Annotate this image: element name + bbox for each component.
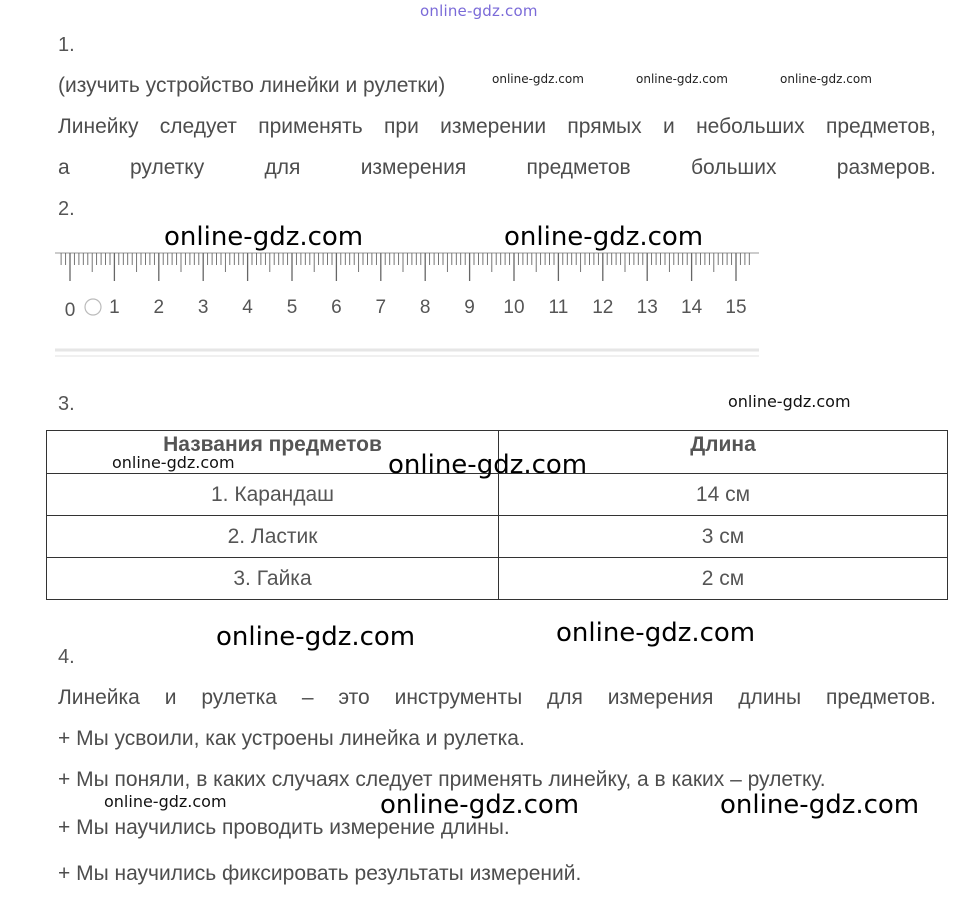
table-row [47,516,948,558]
watermark: online-gdz.com [112,453,235,472]
task1-line2: а рулетку для измерения предметов больших размеров. [58,156,936,179]
task4-item-2: + Мы поняли, в каких случаях следует применять линейку, а в каких – рулетку. [58,768,826,791]
ruler-label: 12 [592,297,614,318]
task3-number: 3. [58,393,75,415]
ruler-label: 10 [503,297,525,318]
column-header-length: Длина [499,431,948,474]
table-cell-item: 3. Гайка [47,558,499,600]
ruler-hole-icon [85,299,101,315]
task1-number: 1. [58,34,75,56]
watermark: online-gdz.com [504,222,704,252]
watermark: online-gdz.com [780,72,872,86]
table-cell-length: 3 см [499,516,948,558]
ruler-ticks [55,253,759,281]
watermark: online-gdz.com [216,622,416,652]
task4-item-4: + Мы научились фиксировать результаты измерений. [58,862,582,885]
ruler-labels [65,297,747,321]
column-header-items: Названия предметов [47,431,499,474]
table-cell-length: 14 см [499,474,948,516]
watermark: online-gdz.com [636,72,728,86]
ruler [55,250,761,362]
task4-line1: Линейка и рулетка – это инструменты для измерения длины предметов. [58,686,936,709]
watermark: online-gdz.com [380,790,580,820]
table-cell-item: 1. Карандаш [47,474,499,516]
ruler-label: 2 [153,297,165,318]
table-cell-item: 2. Ластик [47,516,499,558]
watermark: online-gdz.com [104,792,227,811]
ruler-label: 13 [636,297,658,318]
task4-number: 4. [58,646,75,668]
ruler-label: 3 [197,297,209,318]
ruler-label: 7 [375,297,387,318]
task4-item-1: + Мы усвоили, как устроены линейка и рулетка. [58,727,525,750]
ruler-label: 4 [242,297,253,318]
ruler-label: 15 [725,297,747,318]
watermark: online-gdz.com [388,450,588,480]
ruler-label: 6 [331,297,342,318]
watermark: online-gdz.com [492,72,584,86]
ruler-label: 11 [548,297,569,318]
task4-item-3: + Мы научились проводить измерение длины. [58,816,510,839]
watermark-top: online-gdz.com [420,2,538,20]
task1-subtitle: (изучить устройство линейки и рулетки) [58,74,446,97]
watermark: online-gdz.com [720,790,920,820]
task2-number: 2. [58,198,75,220]
table-row [47,558,948,600]
watermark: online-gdz.com [728,392,851,411]
table-cell-length: 2 см [499,558,948,600]
task1-line1: Линейку следует применять при измерении прямых и небольших предметов, [58,115,936,138]
ruler-label: 14 [681,297,703,318]
ruler-label: 0 [64,300,76,321]
watermark: online-gdz.com [556,618,756,648]
ruler-label: 9 [464,297,475,318]
ruler-label: 5 [286,297,298,318]
watermark: online-gdz.com [164,222,364,252]
ruler-label: 1 [109,297,120,318]
ruler-label: 8 [419,297,431,318]
